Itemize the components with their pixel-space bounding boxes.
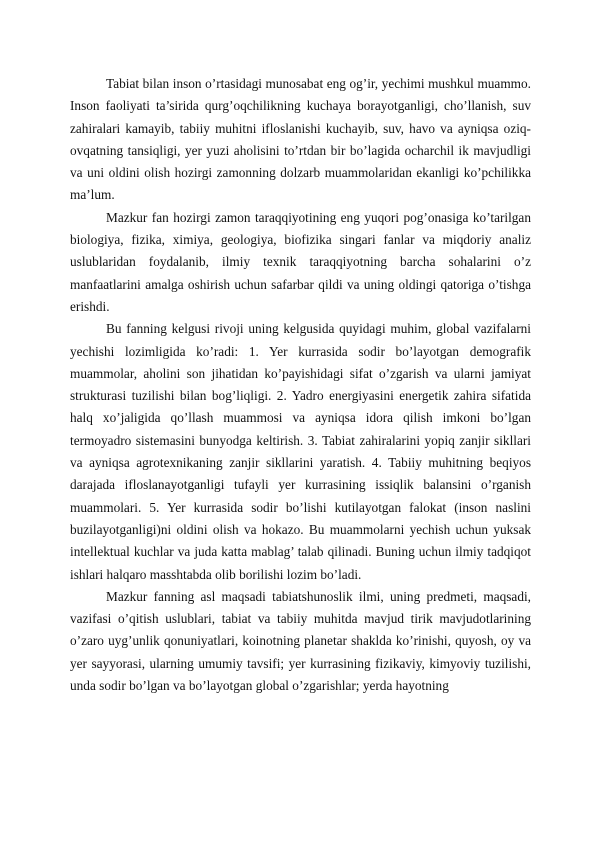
paragraph-1: Tabiat bilan inson o’rtasidagi munosabat eng og’ir, yechimi mushkul muammo. Inson faoliyati ta’sirida qurg’oqchilikning kuchaya borayotganligi, cho’llanish, suv zahiralari kamayib, tabiiy muhitni ifloslanishi kuchayib, suv, havo va ayniqsa oziq-ovqatning tansiqligi, yer yuzi aholisini to’rtdan bir bo’lagida ocharchil ik mavjudligi va uni oldini olish hozirgi zamonning dolzarb muammolaridan ekanligi ko’pchilikka ma’lum.: [70, 76, 531, 203]
paragraph-2: Mazkur fan hozirgi zamon taraqqiyotining eng yuqori pog’onasiga ko’tarilgan biologiya, fizika, ximiya, geologiya, biofizika singari fanlar va miqdoriy analiz uslublaridan foydalanib, ilmiy texnik taraqqiyotning barcha sohalarini o’z manfaatlarini amalga oshirish uchun safarbar qildi va uning oldingi qatoriga o’tishga erishdi.: [70, 209, 531, 314]
paragraph-3: Bu fanning kelgusi rivoji uning kelgusida quyidagi muhim, global vazifalarni yechishi lozimligida ko’radi: 1. Yer kurrasida sodir bo’layotgan demografik muammolar, aholini son jihatidan ko’payishidagi sifat o’zgarish va ularni jamiyat strukturasi tuzilishi bilan bog’liqligi. 2. Yadro energiyasini energetik zahira sifatida halq xo’jaligida qo’llash muammosi va ayniqsa idora qilish imkoni bo’lgan termoyadro sistemasini bunyodga keltirish. 3. Tabiat zahiralarini yopiq zanjir sikllari va ayniqsa agrotexnikaning zanjir sikllarini yaratish. 4. Tabiiy muhitning beqiyos darajada ifloslanayotganligi tufayli yer kurrasining issiqlik balansini o’rganish muammolari. 5. Yer kurrasida sodir bo’lishi kutilayotgan falokat (inson naslini buzilayotganligi)ni oldini olish va hokazo. Bu muammolarni yechish uchun yuksak intellektual kuchlar va juda katta mablag’ talab qilinadi. Buning uchun ilmiy tadqiqot ishlari halqaro masshtabda olib borilishi lozim bo’ladi.: [70, 321, 531, 582]
paragraph-4: Mazkur fanning asl maqsadi tabiatshunoslik ilmi, uning predmeti, maqsadi, vazifasi o’qitish uslublari, tabiat va tabiiy muhitda mavjud tirik mavjudotlarining o’zaro uyg’unlik qonuniyatlari, koinotning planetar shaklda ko’rinishi, quyosh, oy va yer sayyorasi, ularning umumiy tavsifi; yer kurrasining fizikaviy, kimyoviy tuzilishi, unda sodir bo’lgan va bo’layotgan global o’zgarishlar; yerda hayotning: [70, 588, 531, 694]
document-page: [70, 73, 531, 697]
